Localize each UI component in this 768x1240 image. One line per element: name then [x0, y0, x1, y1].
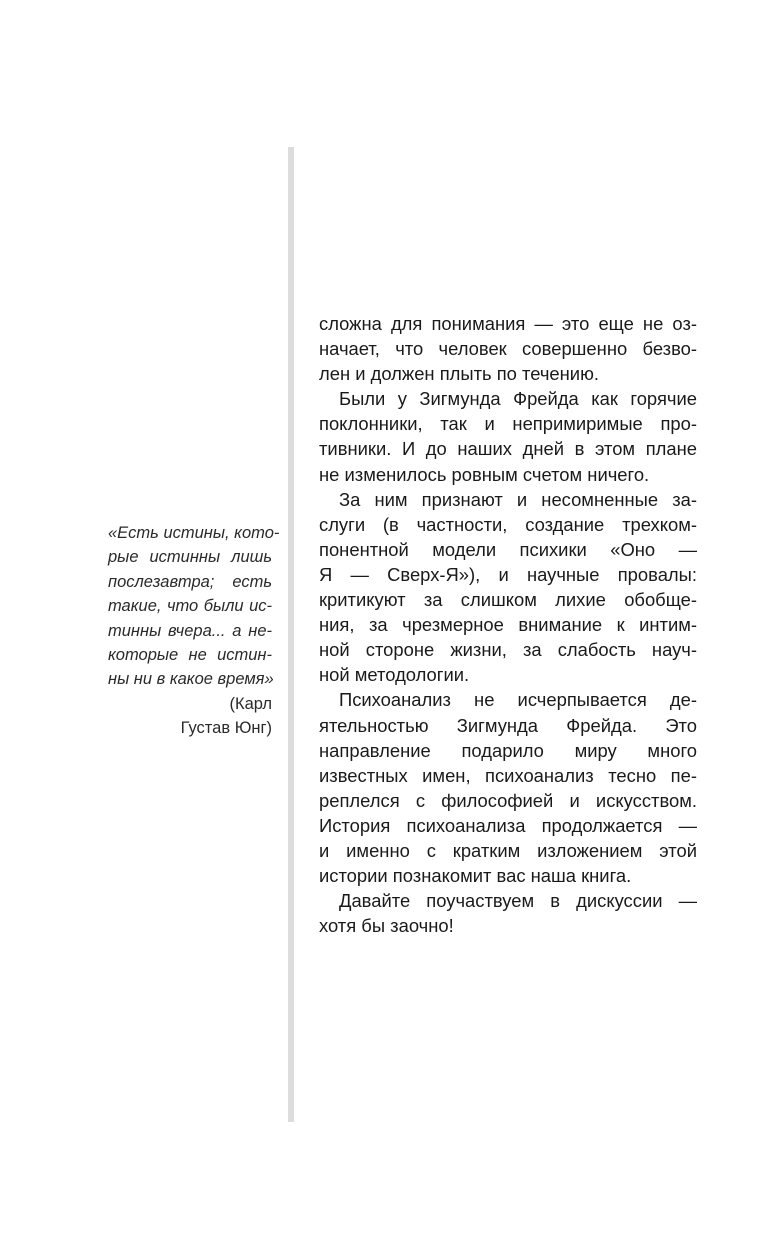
quote-line: тинны вчера... а не-: [108, 621, 272, 640]
text-line: ния, за чрезмерное внимание к интим-: [319, 614, 697, 636]
quote-line: рые истинны лишь: [108, 548, 272, 567]
paragraph: [319, 311, 697, 386]
paragraph: [319, 487, 697, 688]
paragraph: [319, 687, 697, 888]
quote-line: послезавтра; есть: [108, 572, 272, 591]
text-line: сложна для понимания — это еще не оз-: [319, 313, 697, 334]
text-line: и именно с кратким изложением этой: [319, 839, 697, 861]
text-line: Я — Сверх-Я»), и научные провалы:: [319, 563, 697, 585]
quote-line: такие, что были ис-: [108, 597, 272, 616]
text-line: тивники. И до наших дней в этом плане: [319, 438, 697, 460]
text-line: ятельностью Зигмунда Фрейда. Это: [319, 714, 697, 736]
sidebar-quote: [108, 521, 280, 741]
text-line: понентной модели психики «Оно —: [319, 538, 697, 560]
text-line: слуги (в частности, создание трехком-: [319, 513, 697, 535]
text-line: начает, что человек совершенно безво-: [319, 338, 697, 360]
vertical-divider: [288, 147, 294, 1122]
main-text: [319, 311, 697, 938]
quote-line: которые не истин-: [108, 646, 272, 665]
text-line: За ним признают и несомненные за-: [339, 488, 697, 510]
paragraph: [319, 386, 697, 486]
text-line: истории познакомит вас наша книга.: [319, 865, 632, 887]
text-line: Давайте поучаствуем в дискуссии —: [339, 890, 697, 912]
text-line: не изменилось ровным счетом ничего.: [319, 463, 650, 485]
text-line: лен и должен плыть по течению.: [319, 363, 599, 385]
quote-text: [108, 521, 280, 692]
text-line: известных имен, психоанализ тесно пе-: [319, 764, 697, 786]
text-line: Психоанализ не исчерпывается де-: [339, 689, 697, 711]
quote-line: ны ни в какое время»: [108, 670, 274, 689]
quote-author-line: (Карл: [229, 694, 272, 713]
paragraph: [319, 888, 697, 938]
quote-line: «Есть истины, кото-: [108, 524, 280, 542]
text-line: реплелся с философией и искусством.: [319, 789, 697, 811]
text-line: направление подарило миру много: [319, 739, 697, 761]
text-line: критикуют за слишком лихие обобще-: [319, 589, 697, 611]
text-line: Были у Зигмунда Фрейда как горячие: [339, 388, 697, 410]
text-line: хотя бы заочно!: [319, 915, 454, 937]
text-line: поклонники, так и непримиримые про-: [319, 413, 697, 435]
quote-author-line: Густав Юнг): [180, 719, 272, 738]
text-line: История психоанализа продолжается —: [319, 814, 697, 836]
text-line: ной стороне жизни, за слабость науч-: [319, 639, 697, 661]
quote-author: [108, 692, 272, 741]
text-line: ной методологии.: [319, 664, 470, 686]
